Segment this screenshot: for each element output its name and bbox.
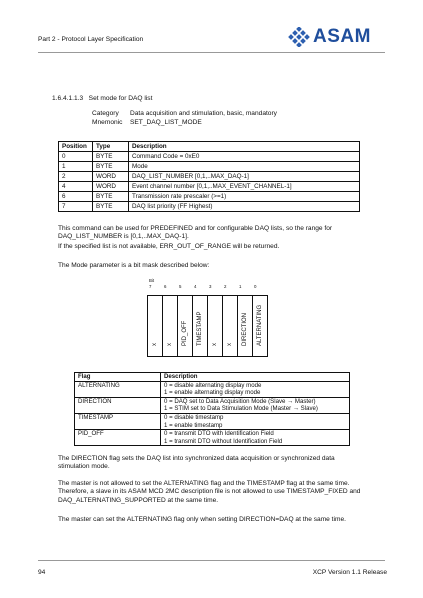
bit-0-label: ALTERNATING [257,304,263,346]
description-line: 0 = disable alternating display mode [164,381,262,389]
cell-description [161,381,350,397]
cell-description: DAQ list priority (FF Highest) [129,202,360,212]
table-row [59,182,360,192]
cell-description: Mode [129,162,360,172]
category-value: Data acquisition and stimulation, basic, mandatory [130,110,277,117]
cell-position: 0 [59,152,93,162]
description-line: 0 = transmit DTO with Identification Field [164,430,274,438]
cell-description: Transmission rate prescaler (>=1) [129,192,360,202]
bit-1-label: DIRECTION [242,313,248,346]
asam-logo [288,26,388,48]
cell-type: BYTE [93,192,129,202]
bit-2-label: x [227,343,233,346]
cell-type: WORD [93,172,129,182]
footer-rule [38,560,385,561]
bit-4-label: TIMESTAMP [197,311,203,346]
bit-number: 0 [254,284,257,289]
paragraph-direction: The DIRECTION flag sets the DAQ list into synchronized data acquisition or synchronized data stimulation mode. [58,455,335,471]
table-row [75,413,350,429]
paragraph-range: This command can be used for PREDEFINED and for configurable DAQ lists, so the range for DAQ_LIST_NUMBER is [0,1,..MAX_DAQ-1]. [58,225,333,241]
description-line: 0 = disable timestamp [164,413,224,421]
description-line: 1 = transmit DTO without Identification Field [164,437,283,445]
asam-diamond-icon [288,27,310,47]
description-line: 0 = DAQ set to Data Acquisition Mode (Slave → Master) [164,397,316,405]
bit-0-cell [252,295,268,357]
bit-number: 2 [224,284,227,289]
section-heading [52,95,152,102]
bit-number: 4 [194,284,197,289]
document-version: XCP Version 1.1 Release [312,569,387,576]
category-key: Category [92,110,119,117]
table-row [75,397,350,413]
column-header-type: Type [93,142,129,152]
cell-description: Command Code = 0xE0 [129,152,360,162]
bit-number: 1 [239,284,242,289]
command-structure-table [58,141,360,212]
bit-number: 5 [179,284,182,289]
table-row [59,152,360,162]
bit-5-cell [177,295,193,357]
page-number: 94 [38,569,46,576]
table-row [75,430,350,446]
table-header-row [59,142,360,152]
bit-2-cell [222,295,238,357]
bit-number: 7 [149,284,152,289]
cell-type: WORD [93,182,129,192]
table-row [59,202,360,212]
mode-flags-table [74,372,350,446]
cell-position: 7 [59,202,93,212]
column-header-position: Position [59,142,93,152]
cell-flag: TIMESTAMP [75,413,161,429]
bit-1-cell [237,295,253,357]
bit-number: 6 [164,284,167,289]
cell-type: BYTE [93,152,129,162]
cell-position: 1 [59,162,93,172]
table-row [59,172,360,182]
cell-position: 4 [59,182,93,192]
cell-type: BYTE [93,202,129,212]
bit-6-cell [162,295,178,357]
table-header-row [75,373,350,382]
section-number: 1.6.4.1.1.3 [52,95,84,102]
column-header-flag: Flag [75,373,161,382]
cell-flag: PID_OFF [75,430,161,446]
cell-description [161,413,350,429]
cell-description: Event channel number [0,1,..MAX_EVENT_CHANNEL-1] [129,182,360,192]
page-header-title: Part 2 - Protocol Layer Specification [38,36,144,43]
bit-5-label: PID_OFF [182,320,188,346]
bit-6-label: x [167,343,173,346]
table-row [59,162,360,172]
cell-position: 2 [59,172,93,182]
table-row [59,192,360,202]
table-row [75,381,350,397]
cell-description [161,397,350,413]
cell-position: 6 [59,192,93,202]
description-line: 1 = enable timestamp [164,421,223,429]
cell-type: BYTE [93,162,129,172]
column-header-description: Description [129,142,360,152]
bit-3-label: x [212,343,218,346]
cell-flag: ALTERNATING [75,381,161,397]
mnemonic-value: SET_DAQ_LIST_MODE [130,119,202,126]
bit-title: Bit [149,278,155,283]
mnemonic-key: Mnemonic [92,119,123,126]
paragraph-alternating-direction: The master can set the ALTERNATING flag only when setting DIRECTION=DAQ at the same time. [58,516,346,523]
asam-logo-text: ASAM [313,26,371,47]
paragraph-mode-intro: The Mode parameter is a bit mask described below: [58,262,210,269]
bit-3-cell [207,295,223,357]
cell-flag: DIRECTION [75,397,161,413]
section-title: Set mode for DAQ list [88,95,153,102]
description-line: 1 = STIM set to Data Stimulation Mode (Master → Slave) [164,405,318,413]
bit-4-cell [192,295,208,357]
paragraph-error: If the specified list is not available, ERR_OUT_OF_RANGE will be returned. [58,243,280,250]
description-line: 1 = enable alternating display mode [164,389,261,397]
column-header-description: Description [161,373,350,382]
bit-7-label: x [152,343,158,346]
bit-number: 3 [209,284,212,289]
bit-7-cell [147,295,163,357]
cell-description: DAQ_LIST_NUMBER [0,1,..MAX_DAQ-1] [129,172,360,182]
cell-description [161,430,350,446]
paragraph-alternating-timestamp: The master is not allowed to set the ALTERNATING flag and the TIMESTAMP flag at the same time. Therefore, a slave in its ASAM MCD 2MC description file is not allowed to use TIMESTAMP_FIXED and DAQ_ALTERNATING_SUPPORTED at the same time. [58,480,361,504]
header-rule [38,52,385,53]
